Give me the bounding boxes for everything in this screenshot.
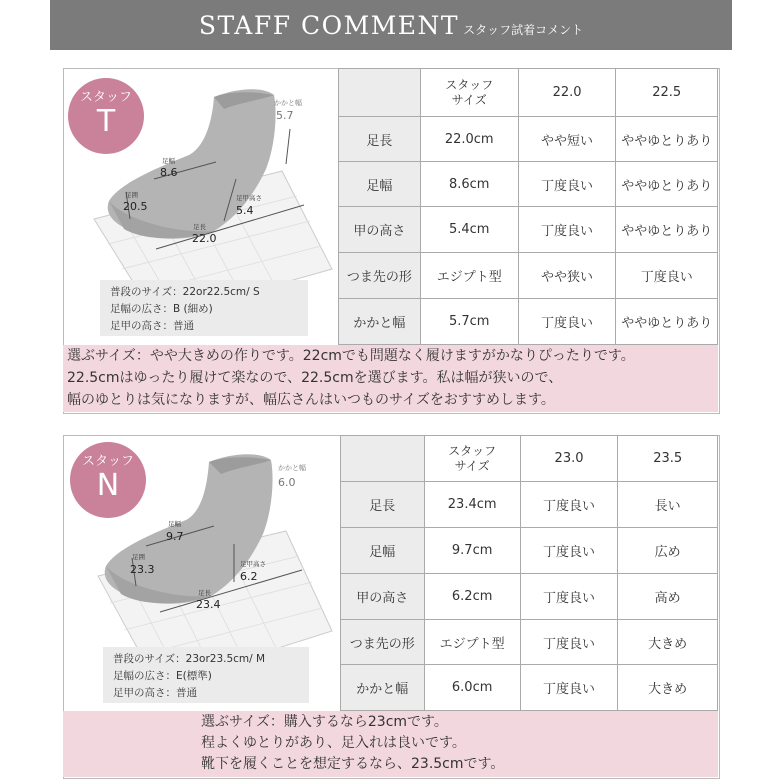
heel-width-value: 6.0 xyxy=(278,476,296,489)
row-label: 足長 xyxy=(341,482,425,528)
row-label: かかと幅 xyxy=(339,299,421,345)
staff-t-badge xyxy=(68,78,144,154)
row-staff-value: 6.0cm xyxy=(424,665,520,711)
girth-label: 足囲 xyxy=(132,553,145,561)
table-row xyxy=(341,482,718,528)
foot-width-label: 足幅 xyxy=(162,157,175,165)
table-row xyxy=(341,665,718,711)
staff-t-comment xyxy=(63,345,718,412)
instep-value: 6.2 xyxy=(240,570,258,583)
table-row xyxy=(339,253,718,299)
comment-line: 22.5cmはゆったり履けて楽なので、22.5cmを選びます。私は幅が狭いので、 xyxy=(67,370,563,386)
row-label: つま先の形 xyxy=(339,253,421,299)
table-row xyxy=(339,299,718,345)
heel-width-label: かかと幅 xyxy=(274,99,302,107)
staff-n-info xyxy=(103,647,309,703)
staff-n-table xyxy=(340,435,718,711)
row-size-a: やや短い xyxy=(518,117,616,162)
row-size-a: 丁度良い xyxy=(520,574,618,620)
row-size-a: 丁度良い xyxy=(518,207,616,253)
header-staff-size: スタッフ サイズ xyxy=(424,436,520,482)
foot-width-value: 9.7 xyxy=(166,530,184,543)
header-size-a: 23.0 xyxy=(520,436,618,482)
comment-line: 幅のゆとりは気になりますが、幅広さんはいつものサイズをおすすめします。 xyxy=(67,392,555,408)
header-size-a: 22.0 xyxy=(518,69,616,117)
row-label: 甲の高さ xyxy=(341,574,425,620)
row-staff-value: エジプト型 xyxy=(420,253,518,299)
badge-label: スタッフ xyxy=(81,454,134,469)
comment-line: 選ぶサイズ：購入するなら23cmです。 xyxy=(201,714,448,730)
length-label: 足長 xyxy=(198,589,211,597)
row-size-b: 長い xyxy=(618,482,718,528)
heel-width-label: かかと幅 xyxy=(278,464,306,472)
table-row xyxy=(341,620,718,665)
row-size-b: ややゆとりあり xyxy=(616,162,718,207)
length-value: 23.4 xyxy=(196,598,221,611)
foot-width-label: 足幅 xyxy=(168,520,181,528)
row-size-b: 大きめ xyxy=(618,665,718,711)
row-staff-value: 8.6cm xyxy=(420,162,518,207)
info-usual-size: 普段のサイズ：22or22.5cm/ S xyxy=(110,286,260,298)
staff-t-table xyxy=(338,68,718,345)
staff-n-comment xyxy=(63,711,718,777)
row-staff-value: 23.4cm xyxy=(424,482,520,528)
row-size-a: やや狭い xyxy=(518,253,616,299)
row-size-b: 高め xyxy=(618,574,718,620)
row-size-a: 丁度良い xyxy=(520,482,618,528)
header-subtitle: スタッフ試着コメント xyxy=(463,22,584,37)
staff-n-badge xyxy=(70,442,146,518)
length-label: 足長 xyxy=(193,223,206,231)
comment-line: 靴下を履くことを想定するなら、23.5cmです。 xyxy=(201,756,505,772)
header-title: STAFF COMMENT xyxy=(198,10,460,40)
girth-value: 20.5 xyxy=(123,200,148,213)
row-size-a: 丁度良い xyxy=(518,299,616,345)
row-staff-value: エジプト型 xyxy=(424,620,520,665)
header-staff-size: スタッフ サイズ xyxy=(420,69,518,117)
row-size-b: ややゆとりあり xyxy=(616,299,718,345)
staff-t-info xyxy=(100,280,308,336)
row-size-a: 丁度良い xyxy=(520,528,618,574)
instep-label: 足甲高さ xyxy=(240,560,266,568)
row-size-b: 丁度良い xyxy=(616,253,718,299)
comment-line: 選ぶサイズ：やや大きめの作りです。22cmでも問題なく履けますがかなりぴったりです。 xyxy=(67,348,635,364)
section-header xyxy=(50,0,732,50)
row-size-b: 広め xyxy=(618,528,718,574)
info-instep: 足甲の高さ：普通 xyxy=(113,687,197,699)
table-row xyxy=(339,207,718,253)
heel-width-value: 5.7 xyxy=(276,109,294,122)
row-label: 足長 xyxy=(339,117,421,162)
row-staff-value: 9.7cm xyxy=(424,528,520,574)
row-label: かかと幅 xyxy=(341,665,425,711)
comment-line: 程よくゆとりがあり、足入れは良いです。 xyxy=(201,735,466,751)
row-staff-value: 5.7cm xyxy=(420,299,518,345)
row-size-a: 丁度良い xyxy=(520,620,618,665)
row-label: 甲の高さ xyxy=(339,207,421,253)
instep-label: 足甲高さ xyxy=(236,194,262,202)
badge-letter: N xyxy=(96,468,120,503)
row-size-b: 大きめ xyxy=(618,620,718,665)
row-size-b: ややゆとりあり xyxy=(616,207,718,253)
badge-label: スタッフ xyxy=(79,90,132,105)
girth-label: 足囲 xyxy=(125,191,138,199)
row-staff-value: 5.4cm xyxy=(420,207,518,253)
row-size-b: ややゆとりあり xyxy=(616,117,718,162)
info-width: 足幅の広さ：B (細め) xyxy=(110,303,213,315)
table-row xyxy=(341,528,718,574)
table-row xyxy=(339,162,718,207)
info-width: 足幅の広さ：E(標準) xyxy=(113,670,212,682)
table-row xyxy=(339,117,718,162)
header-size-b: 23.5 xyxy=(618,436,718,482)
table-row xyxy=(341,574,718,620)
row-label: 足幅 xyxy=(341,528,425,574)
row-label: つま先の形 xyxy=(341,620,425,665)
row-size-a: 丁度良い xyxy=(518,162,616,207)
instep-value: 5.4 xyxy=(236,204,254,217)
row-staff-value: 22.0cm xyxy=(420,117,518,162)
badge-letter: T xyxy=(96,104,116,139)
length-value: 22.0 xyxy=(192,232,217,245)
foot-width-value: 8.6 xyxy=(160,166,178,179)
info-usual-size: 普段のサイズ：23or23.5cm/ M xyxy=(113,653,266,665)
header-size-b: 22.5 xyxy=(616,69,718,117)
row-staff-value: 6.2cm xyxy=(424,574,520,620)
table-corner xyxy=(341,436,425,482)
row-size-a: 丁度良い xyxy=(520,665,618,711)
row-label: 足幅 xyxy=(339,162,421,207)
girth-value: 23.3 xyxy=(130,563,155,576)
info-instep: 足甲の高さ：普通 xyxy=(110,320,194,332)
table-corner xyxy=(339,69,421,117)
